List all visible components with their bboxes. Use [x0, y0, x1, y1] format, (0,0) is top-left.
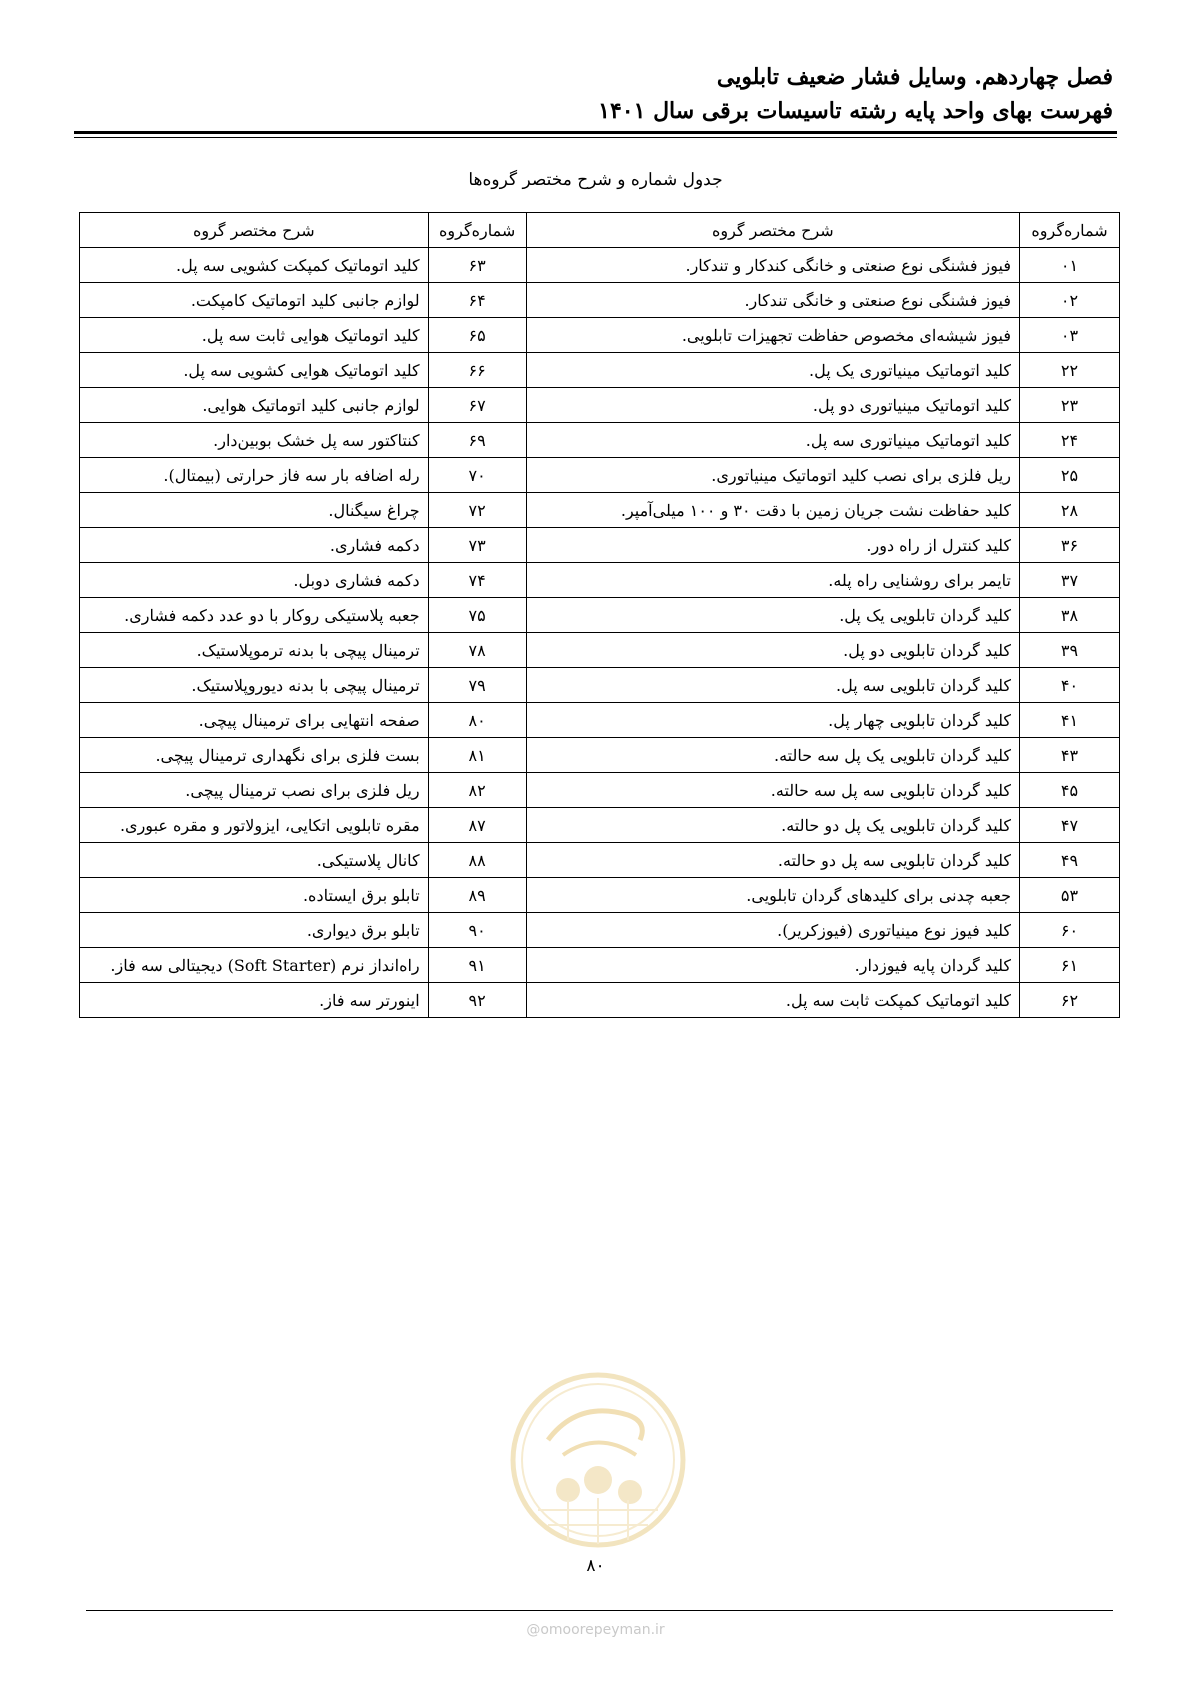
group-description-cell: کلید فیوز نوع مینیاتوری (فیوزکریر). [526, 913, 1019, 948]
table-row [80, 738, 1120, 773]
table-row [80, 458, 1120, 493]
group-description-cell: دکمه فشاری دوبل. [80, 563, 429, 598]
group-number-cell: ۰۲ [1020, 283, 1120, 318]
group-description-cell: کلید گردان تابلویی چهار پل. [526, 703, 1019, 738]
groups-table [79, 212, 1120, 1018]
table-row [80, 878, 1120, 913]
group-description-cell: ترمینال پیچی با بدنه ترموپلاستیک. [80, 633, 429, 668]
table-row [80, 318, 1120, 353]
group-description-cell: کلید گردان تابلویی سه پل دو حالته. [526, 843, 1019, 878]
group-description-cell: تابلو برق دیواری. [80, 913, 429, 948]
group-description-cell: کلید اتوماتیک کمپکت ثابت سه پل. [526, 983, 1019, 1018]
group-number-cell: ۳۸ [1020, 598, 1120, 633]
group-description-cell: تایمر برای روشنایی راه پله. [526, 563, 1019, 598]
group-number-cell: ۴۵ [1020, 773, 1120, 808]
group-description-cell: ترمینال پیچی با بدنه دیوروپلاستیک. [80, 668, 429, 703]
group-description-cell: کلید اتوماتیک مینیاتوری یک پل. [526, 353, 1019, 388]
group-description-cell: کلید اتوماتیک هوایی ثابت سه پل. [80, 318, 429, 353]
group-description-cell: مقره تابلویی اتکایی، ایزولاتور و مقره عبوری. [80, 808, 429, 843]
group-number-cell: ۶۷ [428, 388, 526, 423]
group-number-cell: ۹۰ [428, 913, 526, 948]
group-number-cell: ۸۹ [428, 878, 526, 913]
group-number-cell: ۸۷ [428, 808, 526, 843]
group-description-cell: فیوز شیشه‌ای مخصوص حفاظت تجهیزات تابلویی. [526, 318, 1019, 353]
group-number-cell: ۷۲ [428, 493, 526, 528]
chapter-title: فصل چهاردهم. وسایل فشار ضعیف تابلویی [716, 64, 1113, 90]
table-row [80, 528, 1120, 563]
group-description-cell: کلید گردان تابلویی یک پل. [526, 598, 1019, 633]
page-number: ۸۰ [586, 1556, 605, 1576]
group-description-cell: اینورتر سه فاز. [80, 983, 429, 1018]
header-rule-thick [74, 131, 1117, 134]
table-row [80, 353, 1120, 388]
group-description-cell: جعبه چدنی برای کلیدهای گردان تابلویی. [526, 878, 1019, 913]
table-row [80, 843, 1120, 878]
table-row [80, 983, 1120, 1018]
group-description-cell: کانال پلاستیکی. [80, 843, 429, 878]
group-description-cell: بست فلزی برای نگهداری ترمینال پیچی. [80, 738, 429, 773]
header-group-number: شماره‌گروه [1020, 213, 1120, 248]
group-number-cell: ۶۶ [428, 353, 526, 388]
group-number-cell: ۶۲ [1020, 983, 1120, 1018]
table-row [80, 808, 1120, 843]
table-row [80, 493, 1120, 528]
group-number-cell: ۶۳ [428, 248, 526, 283]
group-description-cell: رله اضافه بار سه فاز حرارتی (بیمتال). [80, 458, 429, 493]
group-number-cell: ۵۳ [1020, 878, 1120, 913]
group-number-cell: ۴۰ [1020, 668, 1120, 703]
group-number-cell: ۶۰ [1020, 913, 1120, 948]
group-number-cell: ۷۴ [428, 563, 526, 598]
group-number-cell: ۳۷ [1020, 563, 1120, 598]
group-number-cell: ۳۹ [1020, 633, 1120, 668]
group-number-cell: ۶۱ [1020, 948, 1120, 983]
group-description-cell: راه‌انداز نرم (Soft Starter) دیجیتالی سه فاز. [80, 948, 429, 983]
document-title: فهرست بهای واحد پایه رشته تاسیسات برقی سال ۱۴۰۱ [598, 98, 1113, 124]
group-number-cell: ۴۷ [1020, 808, 1120, 843]
table-body [80, 248, 1120, 1018]
group-number-cell: ۲۴ [1020, 423, 1120, 458]
group-description-cell: لوازم جانبی کلید اتوماتیک کامپکت. [80, 283, 429, 318]
group-number-cell: ۹۲ [428, 983, 526, 1018]
header-group-number: شماره‌گروه [428, 213, 526, 248]
group-number-cell: ۴۳ [1020, 738, 1120, 773]
group-description-cell: کلید اتوماتیک مینیاتوری سه پل. [526, 423, 1019, 458]
group-description-cell: چراغ سیگنال. [80, 493, 429, 528]
group-number-cell: ۷۰ [428, 458, 526, 493]
group-description-cell: فیوز فشنگی نوع صنعتی و خانگی کندکار و تندکار. [526, 248, 1019, 283]
table-row [80, 668, 1120, 703]
group-description-cell: کلید اتوماتیک هوایی کشویی سه پل. [80, 353, 429, 388]
table-row [80, 773, 1120, 808]
table-row [80, 598, 1120, 633]
group-description-cell: کلید گردان تابلویی یک پل دو حالته. [526, 808, 1019, 843]
table-header-row [80, 213, 1120, 248]
group-number-cell: ۸۸ [428, 843, 526, 878]
group-number-cell: ۲۸ [1020, 493, 1120, 528]
omoorepeyman-logo [508, 1370, 688, 1550]
group-description-cell: کنتاکتور سه پل خشک بوبین‌دار. [80, 423, 429, 458]
header-group-description: شرح مختصر گروه [80, 213, 429, 248]
group-number-cell: ۶۹ [428, 423, 526, 458]
group-description-cell: کلید گردان پایه فیوزدار. [526, 948, 1019, 983]
group-description-cell: کلید اتوماتیک مینیاتوری دو پل. [526, 388, 1019, 423]
group-number-cell: ۰۱ [1020, 248, 1120, 283]
group-number-cell: ۳۶ [1020, 528, 1120, 563]
footer-rule [86, 1610, 1113, 1611]
group-description-cell: کلید گردان تابلویی سه پل سه حالته. [526, 773, 1019, 808]
group-number-cell: ۲۳ [1020, 388, 1120, 423]
group-number-cell: ۸۰ [428, 703, 526, 738]
group-number-cell: ۷۸ [428, 633, 526, 668]
group-description-cell: ریل فلزی برای نصب کلید اتوماتیک مینیاتوری. [526, 458, 1019, 493]
group-number-cell: ۶۵ [428, 318, 526, 353]
group-description-cell: کلید کنترل از راه دور. [526, 528, 1019, 563]
table-row [80, 423, 1120, 458]
table-row [80, 283, 1120, 318]
group-number-cell: ۶۴ [428, 283, 526, 318]
group-description-cell: تابلو برق ایستاده. [80, 878, 429, 913]
group-number-cell: ۸۱ [428, 738, 526, 773]
group-description-cell: کلید حفاظت نشت جریان زمین با دقت ۳۰ و ۱۰۰ میلی‌آمپر. [526, 493, 1019, 528]
group-number-cell: ۷۹ [428, 668, 526, 703]
group-description-cell: صفحه انتهایی برای ترمینال پیچی. [80, 703, 429, 738]
table-row [80, 248, 1120, 283]
group-number-cell: ۸۲ [428, 773, 526, 808]
group-number-cell: ۷۵ [428, 598, 526, 633]
table-title: جدول شماره و شرح مختصر گروه‌ها [468, 170, 723, 190]
website-watermark: @omoorepeyman.ir [526, 1622, 665, 1638]
group-number-cell: ۲۲ [1020, 353, 1120, 388]
table-row [80, 703, 1120, 738]
group-description-cell: کلید گردان تابلویی سه پل. [526, 668, 1019, 703]
group-description-cell: کلید اتوماتیک کمپکت کشویی سه پل. [80, 248, 429, 283]
header-rule-thin [74, 137, 1117, 138]
group-number-cell: ۹۱ [428, 948, 526, 983]
group-number-cell: ۴۹ [1020, 843, 1120, 878]
group-description-cell: ریل فلزی برای نصب ترمینال پیچی. [80, 773, 429, 808]
table-row [80, 633, 1120, 668]
group-description-cell: کلید گردان تابلویی یک پل سه حالته. [526, 738, 1019, 773]
group-number-cell: ۲۵ [1020, 458, 1120, 493]
group-description-cell: کلید گردان تابلویی دو پل. [526, 633, 1019, 668]
table-row [80, 388, 1120, 423]
page-header [598, 60, 1113, 128]
group-description-cell: فیوز فشنگی نوع صنعتی و خانگی تندکار. [526, 283, 1019, 318]
group-description-cell: لوازم جانبی کلید اتوماتیک هوایی. [80, 388, 429, 423]
header-group-description: شرح مختصر گروه [526, 213, 1019, 248]
group-number-cell: ۴۱ [1020, 703, 1120, 738]
table-row [80, 913, 1120, 948]
group-number-cell: ۰۳ [1020, 318, 1120, 353]
table-row [80, 948, 1120, 983]
group-number-cell: ۷۳ [428, 528, 526, 563]
group-description-cell: جعبه پلاستیکی روکار با دو عدد دکمه فشاری. [80, 598, 429, 633]
table-row [80, 563, 1120, 598]
group-description-cell: دکمه فشاری. [80, 528, 429, 563]
